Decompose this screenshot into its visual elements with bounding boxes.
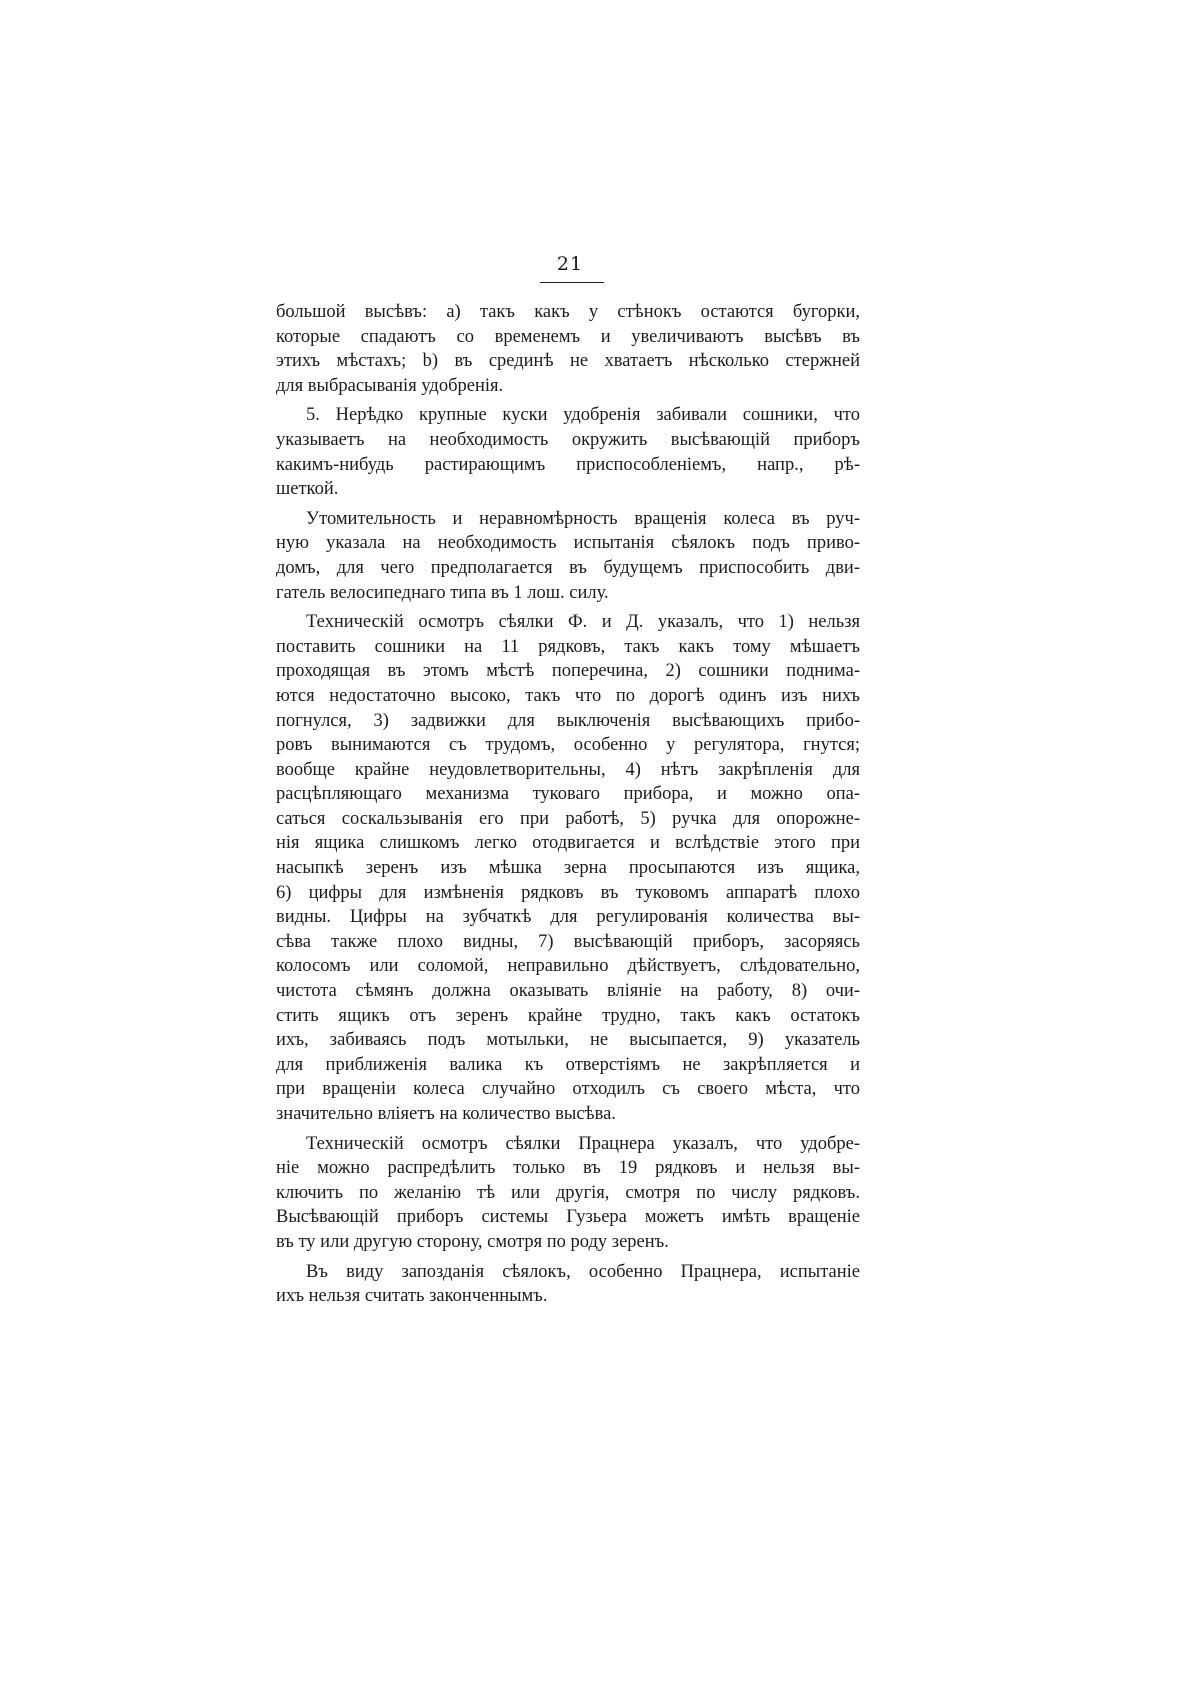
- text-line: 5. Нерѣдко крупные куски удобренія забивали сошники, что: [306, 405, 860, 426]
- text-line: ную указала на необходимость испытанія сѣялокъ подъ приво-: [276, 533, 860, 554]
- paragraph: [276, 610, 860, 1126]
- text-line: проходящая въ этомъ мѣстѣ поперечина, 2) сошники поднима-: [276, 661, 860, 682]
- text-line: колосомъ или соломой, неправильно дѣйствуетъ, слѣдовательно,: [276, 956, 860, 977]
- text-line: домъ, для чего предполагается въ будущемъ приспособить дви-: [276, 557, 860, 578]
- text-line: саться соскальзыванія его при работѣ, 5) ручка для опорожне-: [276, 808, 860, 829]
- text-line: Техническій осмотръ сѣялки Ф. и Д. указалъ, что 1) нельзя: [306, 612, 860, 633]
- text-line: нія ящика слишкомъ легко отодвигается и вслѣдствіе этого при: [276, 833, 860, 854]
- text-line: ключить по желанію тѣ или другія, смотря по числу рядковъ.: [276, 1182, 860, 1203]
- text-line: вообще крайне неудовлетворительны, 4) нѣтъ закрѣпленія для: [276, 759, 860, 780]
- text-line: для выбрасыванія удобренія.: [276, 375, 504, 396]
- text-line: для приближенія валика къ отверстіямъ не закрѣпляется и: [276, 1054, 860, 1075]
- paragraph: [276, 300, 860, 398]
- text-line: расцѣпляющаго механизма туковаго прибора, и можно опа-: [276, 784, 860, 805]
- text-line: видны. Цифры на зубчаткѣ для регулированія количества вы-: [276, 907, 860, 928]
- text-line: Утомительность и неравномѣрность вращенія колеса въ руч-: [306, 508, 860, 529]
- text-line: Техническій осмотръ сѣялки Працнера указалъ, что удобре-: [306, 1133, 860, 1154]
- text-line: которые спадаютъ со временемъ и увеличиваютъ высѣвъ въ: [276, 326, 860, 347]
- text-line: значительно вліяетъ на количество высѣва.: [276, 1104, 616, 1124]
- text-line: стить ящикъ отъ зеренъ крайне трудно, такъ какъ остатокъ: [276, 1005, 860, 1026]
- text-line: ются недостаточно высоко, такъ что по дорогѣ одинъ изъ нихъ: [276, 685, 860, 706]
- text-line: гатель велосипеднаго типа въ 1 лош. силу.: [276, 582, 609, 603]
- body-text: [276, 300, 860, 1314]
- text-line: погнулся, 3) задвижки для выключенія высѣвающихъ прибо-: [276, 710, 860, 731]
- text-line: какимъ-нибудь растирающимъ приспособленіемъ, напр., рѣ-: [276, 454, 860, 475]
- text-line: ровъ вынимаются съ трудомъ, особенно у регулятора, гнутся;: [276, 735, 860, 756]
- page-number-rule: [540, 282, 604, 283]
- text-line: Высѣвающій приборъ системы Гузьера можетъ имѣть вращеніе: [276, 1207, 860, 1228]
- text-line: Въ виду запозданія сѣялокъ, особенно Працнера, испытаніе: [306, 1261, 860, 1282]
- text-line: 6) цифры для измѣненія рядковъ въ туковомъ аппаратѣ плохо: [276, 882, 860, 903]
- text-line: указываетъ на необходимость окружить высѣвающій приборъ: [276, 429, 860, 450]
- text-line: насыпкѣ зеренъ изъ мѣшка зерна просыпаются изъ ящика,: [276, 858, 860, 879]
- text-line: въ ту или другую сторону, смотря по роду зеренъ.: [276, 1231, 669, 1252]
- text-line: чистота сѣмянъ должна оказывать вліяніе на работу, 8) очи-: [276, 981, 860, 1002]
- paragraph: [276, 1260, 860, 1309]
- text-line: ихъ, забиваясь подъ мотыльки, не высыпается, 9) указатель: [276, 1030, 860, 1051]
- text-line: большой высѣвъ: а) такъ какъ у стѣнокъ остаются бугорки,: [276, 302, 860, 322]
- paragraph: [276, 1132, 860, 1255]
- paragraph: [276, 403, 860, 501]
- text-line: при вращеніи колеса случайно отходилъ съ своего мѣста, что: [276, 1079, 860, 1100]
- text-line: сѣва также плохо видны, 7) высѣвающій приборъ, засоряясь: [276, 931, 860, 952]
- paragraph: [276, 507, 860, 605]
- text-line: шеткой.: [276, 479, 339, 500]
- text-line: ихъ нельзя считать законченнымъ.: [276, 1286, 548, 1307]
- page-number: 21: [556, 253, 584, 275]
- text-line: ніе можно распредѣлить только въ 19 рядковъ и нельзя вы-: [276, 1158, 860, 1179]
- text-line: поставить сошники на 11 рядковъ, такъ какъ тому мѣшаетъ: [276, 636, 860, 657]
- text-line: этихъ мѣстахъ; b) въ срединѣ не хватаетъ нѣсколько стержней: [276, 351, 860, 372]
